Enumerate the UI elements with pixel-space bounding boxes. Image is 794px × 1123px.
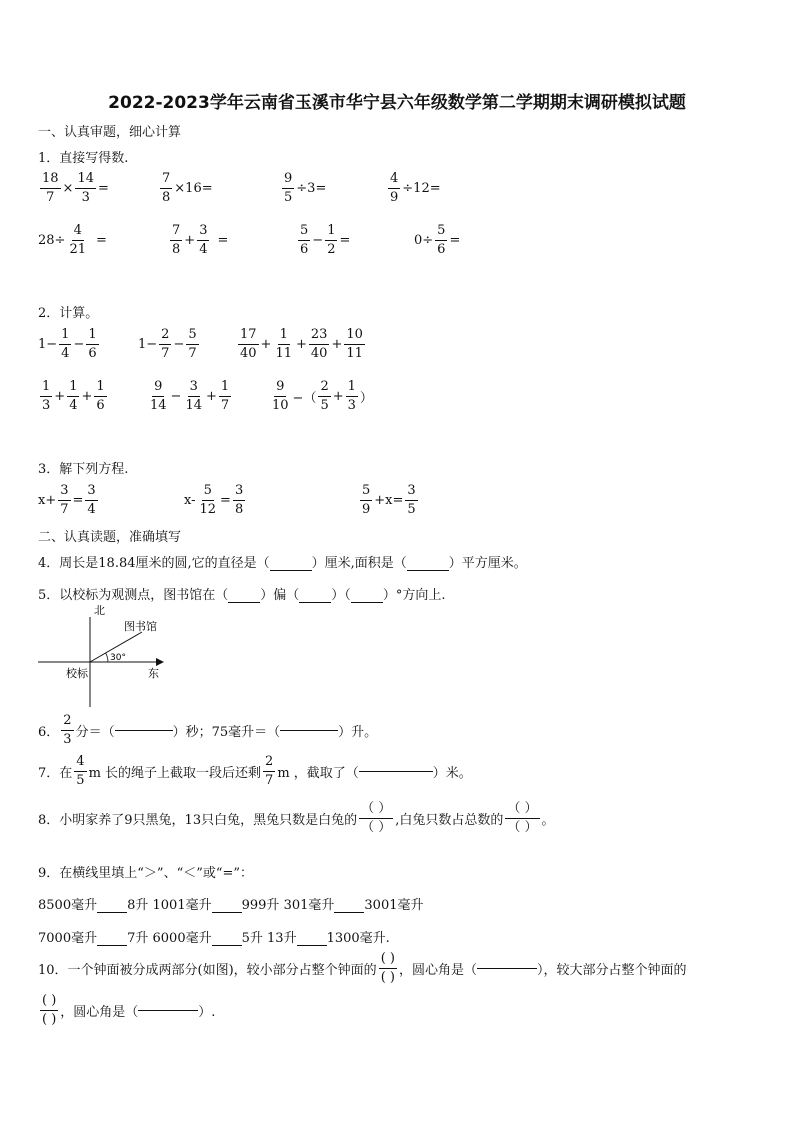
q2-expr-4: $\frac{1}{3}$ + $\frac{1}{4}$ + $\frac{1}{6}$	[42, 379, 105, 413]
question-4: 4．周长是18.84厘米的圆,它的直径是（ ）厘米,面积是（ ）平方厘米。	[38, 556, 527, 571]
answer-blank[interactable]	[407, 570, 449, 571]
fraction: $\frac{4}{9}$	[390, 171, 399, 205]
question-9-label: 9．在横线里填上“＞”、“＜”或“=”：	[38, 866, 254, 881]
answer-fraction[interactable]: $\frac{( )}{( )}$	[380, 951, 395, 985]
page-title: 2022-2023学年云南省玉溪市华宁县六年级数学第二学期期末调研模拟试题	[108, 93, 686, 113]
fraction: $\frac{2}{5}$	[320, 379, 329, 413]
q2-expr-3: $\frac{17}{40}$ + $\frac{1}{11}$ + $\frac{23}{40}$ + $\frac{10}{11}$	[240, 327, 363, 361]
q1-item-3: $\frac{9}{5}$ ÷3=	[284, 171, 327, 205]
compare-blank[interactable]	[97, 945, 127, 946]
fraction: $\frac{1}{3}$	[347, 379, 356, 413]
compare-blank[interactable]	[297, 945, 327, 946]
q3-equation-2: x- $\frac{5}{12}$ = $\frac{3}{8}$	[184, 483, 244, 517]
fraction: $\frac{3}{7}$	[60, 483, 69, 517]
fraction: $\frac{10}{11}$	[346, 327, 363, 361]
answer-blank[interactable]	[115, 730, 173, 731]
answer-blank[interactable]	[299, 602, 331, 603]
question-1-label: 1．直接写得数.	[38, 151, 129, 166]
fraction: $\frac{3}{5}$	[407, 483, 416, 517]
north-label: 北	[94, 605, 105, 617]
fraction: $\frac{14}{3}$	[77, 171, 94, 205]
answer-blank[interactable]	[477, 968, 537, 969]
q1-item-4: $\frac{4}{9}$ ÷12=	[390, 171, 441, 205]
compare-blank[interactable]	[334, 912, 364, 913]
q2-expr-5: $\frac{9}{14}$ − $\frac{3}{14}$ + $\frac{1}{7}$	[150, 379, 230, 413]
fraction: $\frac{1}{11}$	[275, 327, 292, 361]
q3-equation-3: $\frac{5}{9}$ +x= $\frac{3}{5}$	[362, 483, 416, 517]
fraction: $\frac{1}{6}$	[88, 327, 97, 361]
fraction: $\frac{17}{40}$	[240, 327, 257, 361]
fraction: $\frac{5}{12}$	[199, 483, 217, 517]
section-heading-2: 二、认真读题，准确填写	[38, 530, 182, 545]
fraction: $\frac{3}{4}$	[87, 483, 96, 517]
fraction: $\frac{1}{6}$	[96, 379, 105, 413]
fraction: $\frac{3}{8}$	[234, 483, 244, 517]
question-5: 5．以校标为观测点，图书馆在（ ）偏（ ）（ ）°方向上.	[38, 588, 446, 603]
angle-label: 30°	[110, 653, 126, 663]
question-10-line-2: $\frac{( )}{( )}$ ，圆心角是（ ）.	[42, 993, 216, 1027]
fraction: $\frac{23}{40}$	[310, 327, 328, 361]
fraction: $\frac{2}{7}$	[161, 327, 170, 361]
fraction: $\frac{7}{8}$	[172, 223, 181, 257]
east-arrow-icon	[156, 658, 164, 666]
q1-item-2: $\frac{7}{8}$ ×16=	[162, 171, 213, 205]
fraction: $\frac{5}{6}$	[437, 223, 446, 257]
fraction: $\frac{7}{8}$	[162, 171, 171, 205]
fraction: $\frac{4}{5}$	[76, 754, 85, 788]
q1-item-8: 0÷ $\frac{5}{6}$ =	[414, 223, 461, 257]
fraction: $\frac{4}{21}$	[69, 223, 86, 257]
fraction: $\frac{5}{9}$	[362, 483, 371, 517]
compare-blank[interactable]	[97, 912, 127, 913]
question-3-label: 3．解下列方程.	[38, 462, 129, 477]
q2-expr-1: 1− $\frac{1}{4}$ − $\frac{1}{6}$	[38, 327, 97, 361]
answer-blank[interactable]	[138, 1010, 198, 1011]
q1-item-6: $\frac{7}{8}$ + $\frac{3}{4}$ =	[172, 223, 229, 257]
fraction: $\frac{1}{7}$	[220, 379, 230, 413]
answer-fraction[interactable]: $\frac{( )}{( )}$	[42, 993, 57, 1027]
fraction: $\frac{1}{2}$	[327, 223, 336, 257]
fraction: $\frac{9}{10}$	[272, 379, 289, 413]
question-8: 8．小明家养了9只黑兔，13只白兔，黑兔只数是白兔的 $\frac{( )}{( )}$ ,白兔只数占总数的 $\frac{( )}{( )}$ 。	[38, 801, 555, 835]
answer-blank[interactable]	[228, 602, 260, 603]
angle-arc	[106, 653, 108, 662]
answer-blank[interactable]	[270, 570, 312, 571]
fraction: $\frac{2}{3}$	[63, 713, 72, 747]
fraction: $\frac{1}{3}$	[42, 379, 51, 413]
fraction: $\frac{5}{7}$	[188, 327, 197, 361]
q9-line-2: 7000毫升 7升 6000毫升 5升 13升 1300毫升.	[38, 931, 390, 946]
answer-fraction[interactable]: $\frac{( )}{( )}$	[507, 801, 538, 835]
answer-blank[interactable]	[351, 602, 383, 603]
fraction: $\frac{3}{4}$	[199, 223, 208, 257]
question-7: 7．在 $\frac{4}{5}$ m 长的绳子上截取一段后还剩 $\frac{2}{7}$ m ，截取了（ ）米。	[38, 754, 472, 788]
q9-line-1: 8500毫升 8升 1001毫升 999升 301毫升 3001毫升	[38, 898, 424, 913]
answer-fraction[interactable]: $\frac{( )}{( )}$	[361, 801, 392, 835]
fraction: $\frac{5}{6}$	[300, 223, 309, 257]
answer-blank[interactable]	[359, 771, 433, 772]
fraction: $\frac{1}{4}$	[69, 379, 78, 413]
q1-item-7: $\frac{5}{6}$ − $\frac{1}{2}$ =	[300, 223, 351, 257]
question-10-line-1: 10．一个钟面被分成两部分(如图)，较小部分占整个钟面的 $\frac{( )}{( )}$ ，圆心角是（ ），较大部分占整个钟面的	[38, 951, 687, 985]
origin-label: 校标	[66, 667, 88, 680]
q2-expr-6: $\frac{9}{10}$ −（ $\frac{2}{5}$ + $\frac{1}{3}$ ）	[272, 379, 373, 413]
answer-blank[interactable]	[280, 730, 338, 731]
compare-blank[interactable]	[212, 912, 242, 913]
q1-item-5: 28÷ $\frac{4}{21}$ =	[38, 223, 107, 257]
compare-blank[interactable]	[212, 945, 242, 946]
question-6: 6． $\frac{2}{3}$ 分＝（ ）秒；75毫升＝（ ）升。	[38, 713, 378, 747]
section-heading-1: 一、认真审题，细心计算	[38, 125, 182, 140]
question-2-label: 2．计算。	[38, 306, 99, 321]
fraction: $\frac{9}{5}$	[284, 171, 293, 205]
q1-item-1: $\frac{18}{7}$ × $\frac{14}{3}$ =	[42, 171, 109, 205]
fraction: $\frac{9}{14}$	[150, 379, 167, 413]
library-label: 图书馆	[124, 620, 157, 633]
fraction: $\frac{18}{7}$	[42, 171, 59, 205]
east-label: 东	[148, 667, 159, 680]
q3-equation-1: x+ $\frac{3}{7}$ = $\frac{3}{4}$	[38, 483, 96, 517]
direction-diagram	[30, 605, 180, 710]
q2-expr-2: 1− $\frac{2}{7}$ − $\frac{5}{7}$	[138, 327, 197, 361]
fraction: $\frac{3}{14}$	[185, 379, 202, 413]
fraction: $\frac{1}{4}$	[61, 327, 70, 361]
fraction: $\frac{2}{7}$	[265, 754, 274, 788]
